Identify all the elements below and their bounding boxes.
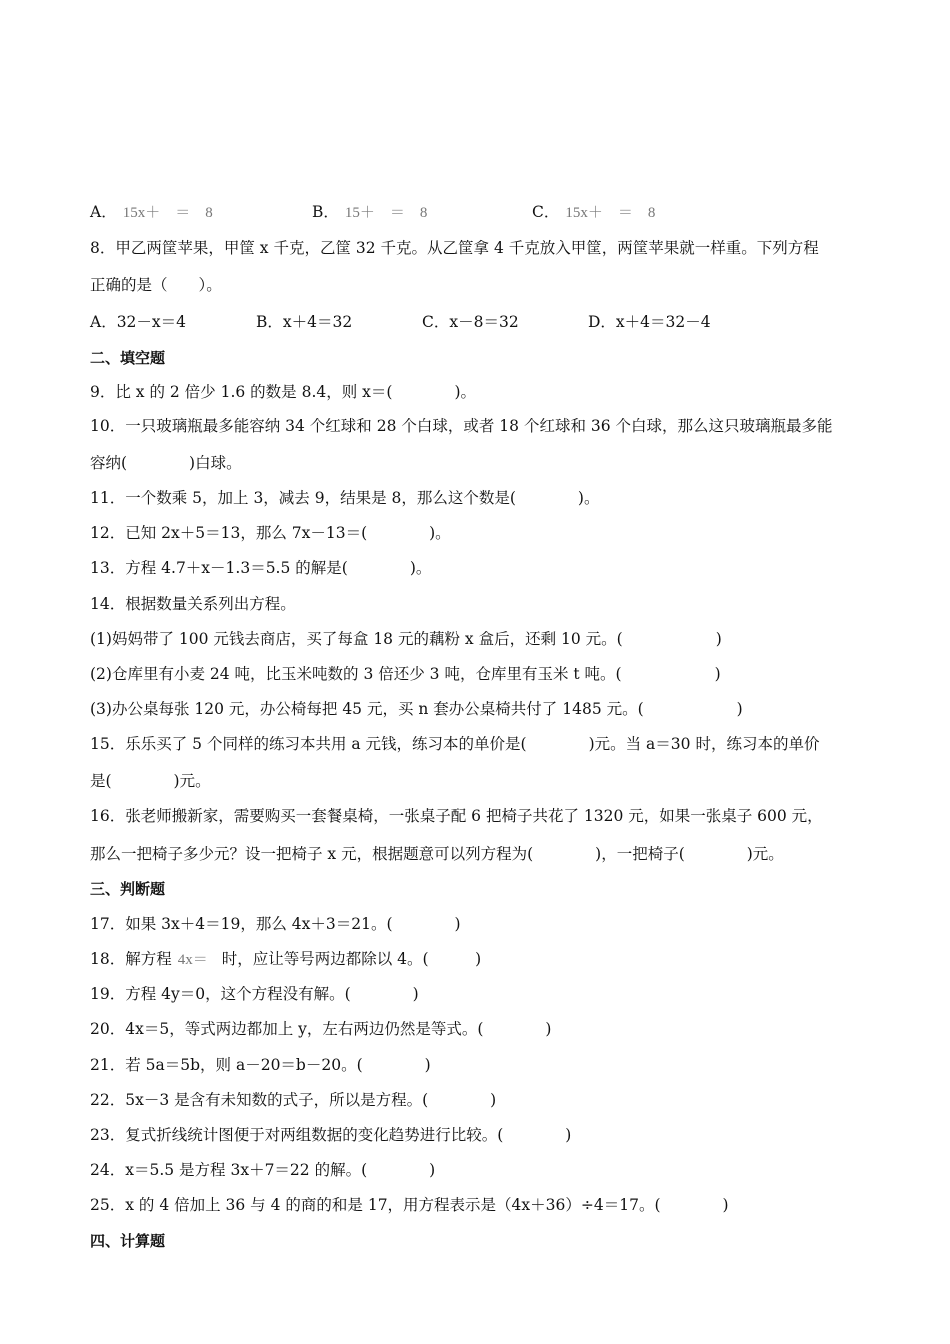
q7-option-b-label: B． [312, 203, 339, 221]
question-16-line-2: 那么一把椅子多少元？设一把椅子 x 元，根据题意可以列方程为( )，一把椅子( )元。 [90, 845, 784, 863]
section-heading-fill-blank: 二、填空题 [90, 349, 166, 367]
question-14-3: (3)办公桌每张 120 元，办公椅每把 45 元，买 n 套办公桌椅共付了 1485 元。( ) [90, 700, 743, 718]
question-19: 19．方程 4y＝0，这个方程没有解。( ) [90, 985, 419, 1003]
q8-option-d: D．x＋4＝32－4 [588, 313, 711, 331]
q7-option-c-formula: 15x＋ ＝ 8 [565, 205, 656, 221]
question-25: 25．x 的 4 倍加上 36 与 4 的商的和是 17，用方程表示是（4x＋36）÷4＝17。( ) [90, 1196, 729, 1214]
question-24: 24．x＝5.5 是方程 3x＋7＝22 的解。( ) [90, 1161, 436, 1179]
question-16-line-1: 16．张老师搬新家，需要购买一套餐桌椅，一张桌子配 6 把椅子共花了 1320 元，如果一张桌子 600 元， [90, 807, 823, 825]
question-14-1: (1)妈妈带了 100 元钱去商店，买了每盒 18 元的藕粉 x 盒后，还剩 10 元。( ) [90, 630, 722, 648]
q8-option-c: C．x－8＝32 [422, 313, 519, 331]
q7-option-a-label: A． [90, 203, 117, 221]
section-heading-calculation: 四、计算题 [90, 1232, 166, 1250]
q7-option-b [312, 202, 427, 223]
question-23: 23．复式折线统计图便于对两组数据的变化趋势进行比较。( ) [90, 1126, 572, 1144]
question-9: 9．比 x 的 2 倍少 1.6 的数是 8.4，则 x＝( )。 [90, 383, 477, 401]
question-18-suffix: 时，应让等号两边都除以 4。( ) [221, 950, 482, 968]
q8-option-b: B．x＋4＝32 [256, 313, 353, 331]
question-20: 20．4x＝5，等式两边都加上 y，左右两边仍然是等式。( ) [90, 1020, 552, 1038]
question-18 [90, 949, 481, 970]
q8-line-1: 8．甲乙两筐苹果，甲筐 x 千克，乙筐 32 千克。从乙筐拿 4 千克放入甲筐，两筐苹果就一样重。下列方程 [90, 239, 819, 257]
question-14-2: (2)仓库里有小麦 24 吨，比玉米吨数的 3 倍还少 3 吨，仓库里有玉米 t 吨。( ) [90, 665, 721, 683]
q8-option-a: A．32－x＝4 [90, 313, 187, 331]
question-18-prefix: 18．解方程 [90, 950, 172, 968]
question-10-line-1: 10．一只玻璃瓶最多能容纳 34 个红球和 28 个白球，或者 18 个红球和 36 个白球，那么这只玻璃瓶最多能 [90, 417, 833, 435]
question-10-line-2: 容纳( )白球。 [90, 454, 242, 472]
question-15-line-2: 是( )元。 [90, 772, 211, 790]
q7-option-c-label: C． [532, 203, 560, 221]
question-11: 11．一个数乘 5，加上 3，减去 9，结果是 8，那么这个数是( )。 [90, 489, 600, 507]
question-21: 21．若 5a＝5b，则 a－20＝b－20。( ) [90, 1056, 431, 1074]
q7-option-b-formula: 15＋ ＝ 8 [344, 205, 428, 221]
question-12: 12．已知 2x＋5＝13，那么 7x－13＝( )。 [90, 524, 451, 542]
q7-option-a-formula: 15x＋ ＝ 8 [122, 205, 213, 221]
q8-line-2: 正确的是（ ）。 [90, 276, 222, 294]
question-22: 22．5x－3 是含有未知数的式子，所以是方程。( ) [90, 1091, 497, 1109]
q7-option-c [532, 202, 655, 223]
question-14: 14．根据数量关系列出方程。 [90, 595, 296, 613]
question-15-line-1: 15．乐乐买了 5 个同样的练习本共用 a 元钱，练习本的单价是( )元。当 a＝30 时，练习本的单价 [90, 735, 820, 753]
section-heading-true-false: 三、判断题 [90, 880, 166, 898]
q7-option-a [90, 202, 213, 223]
question-13: 13．方程 4.7＋x－1.3＝5.5 的解是( )。 [90, 559, 432, 577]
question-18-formula: 4x＝ [177, 952, 208, 968]
question-17: 17．如果 3x＋4＝19，那么 4x＋3＝21。( ) [90, 915, 461, 933]
